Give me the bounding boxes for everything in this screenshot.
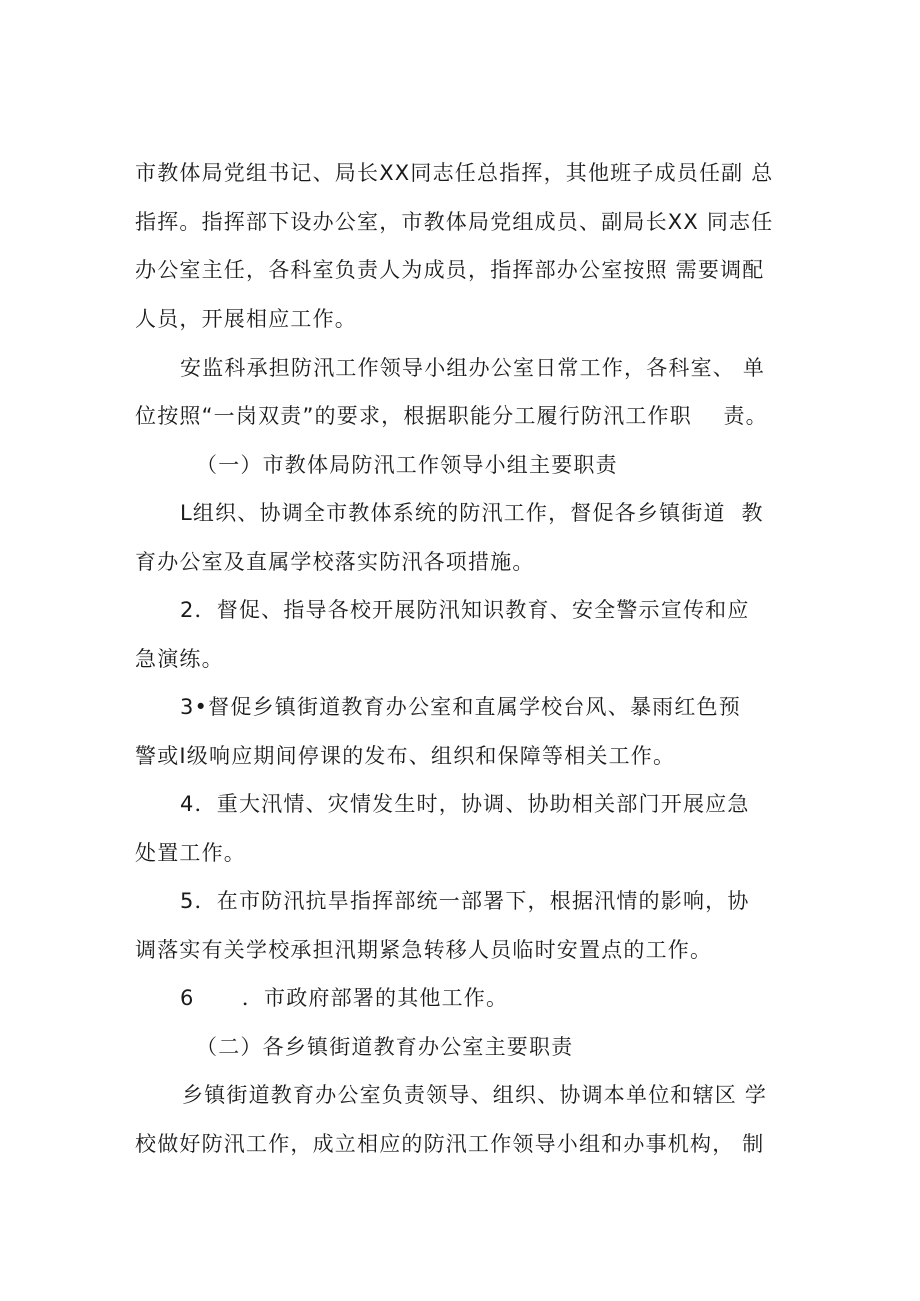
paragraph-line: 人员，开展相应工作。 bbox=[135, 307, 357, 331]
list-item-line: 3•督促乡镇街道教育办公室和直属学校台风、暴雨红色预 bbox=[180, 695, 741, 719]
list-item-line: 急演练。 bbox=[135, 647, 224, 671]
list-item-line: 处置工作。 bbox=[135, 841, 246, 865]
list-item-line: 调落实有关学校承担汛期紧急转移人员临时安置点的工作。 bbox=[135, 938, 713, 962]
list-item-line: L组织、协调全市教体系统的防汛工作，督促各乡镇街道 教 bbox=[180, 501, 764, 525]
paragraph-line: 位按照“一岗双责”的要求，根据职能分工履行防汛工作职 责。 bbox=[135, 404, 768, 428]
list-item-line: 2．督促、指导各校开展防汛知识教育、安全警示宣传和应 bbox=[180, 598, 750, 622]
section-heading: （二）各乡镇街道教育办公室主要职责 bbox=[196, 1035, 574, 1059]
list-item-line: 警或I级响应期间停课的发布、组织和保障等相关工作。 bbox=[135, 744, 676, 768]
paragraph-line: 办公室主任，各科室负责人为成员，指挥部办公室按照 需要调配 bbox=[135, 258, 765, 282]
list-item-line: 6 ．市政府部署的其他工作。 bbox=[180, 986, 509, 1010]
paragraph-line: 乡镇街道教育办公室负责领导、组织、协调本单位和辖区 学 bbox=[182, 1083, 768, 1107]
list-item-line: 4．重大汛情、灾情发生时，协调、协助相关部门开展应急 bbox=[180, 792, 750, 816]
list-item-line: 5．在市防汛抗旱指挥部统一部署下，根据汛情的影响，协 bbox=[180, 889, 750, 913]
paragraph-line: 指挥。指挥部下设办公室，市教体局党组成员、副局长XX 同志任 bbox=[135, 210, 774, 234]
list-item-line: 育办公室及直属学校落实防汛各项措施。 bbox=[135, 550, 535, 574]
paragraph-line: 安监科承担防汛工作领导小组办公室日常工作，各科室、 单 bbox=[180, 356, 766, 380]
section-heading: （一）市教体局防汛工作领导小组主要职责 bbox=[196, 453, 618, 477]
paragraph-line: 校做好防汛工作，成立相应的防汛工作领导小组和办事机构， 制 bbox=[135, 1132, 765, 1156]
paragraph-line: 市教体局党组书记、局长XX同志任总指挥，其他班子成员任副 总 bbox=[135, 161, 774, 185]
